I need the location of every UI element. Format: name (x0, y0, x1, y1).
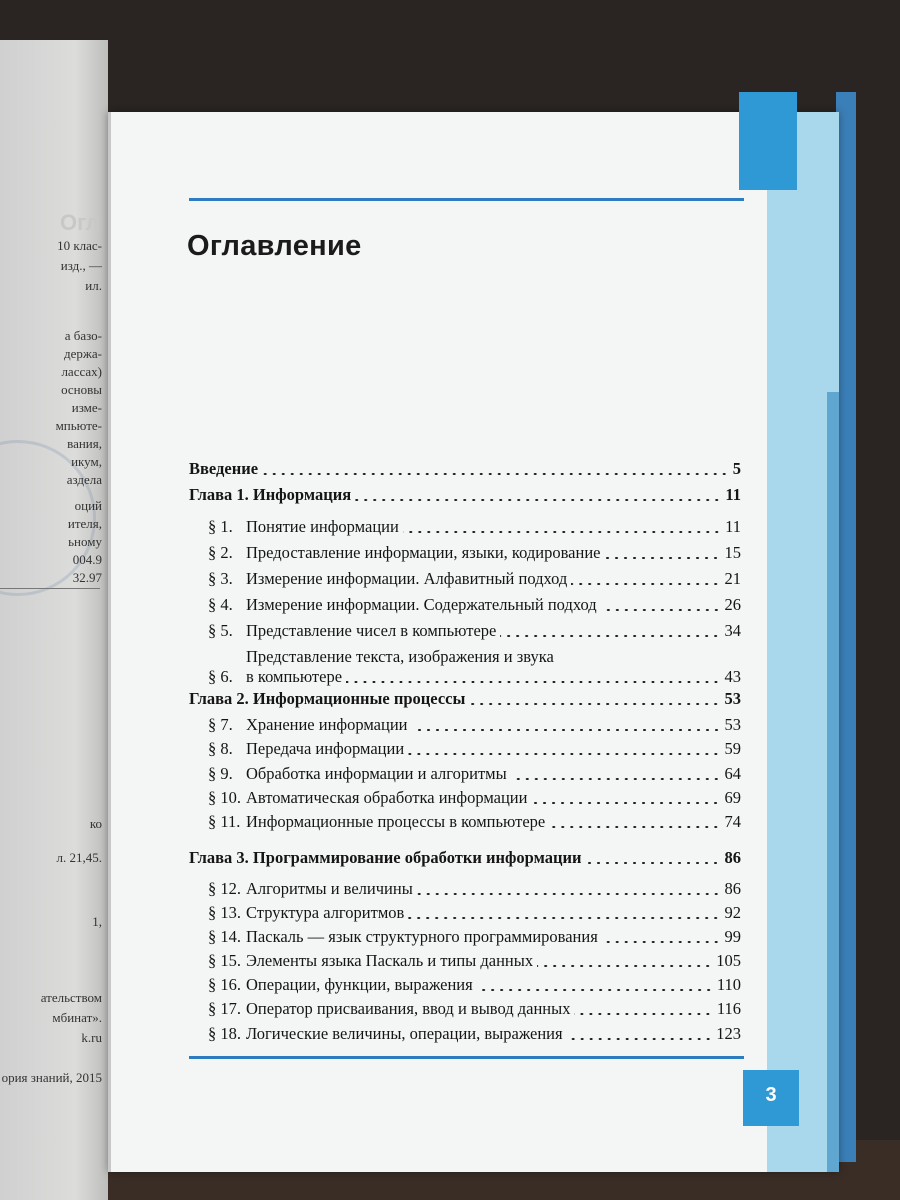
toc-leader-dots (346, 681, 720, 683)
toc-page-number: 123 (716, 1024, 741, 1043)
toc-leader-dots (403, 531, 721, 533)
left-page-text: л. 21,45. (56, 850, 102, 865)
toc-page-number: 86 (724, 879, 741, 898)
left-page-text: лассах) (61, 364, 102, 379)
left-page-text: ория знаний, 2015 (1, 1070, 102, 1085)
left-page-text: ил. (85, 278, 102, 293)
toc-chapter-entry (189, 846, 741, 868)
toc-leader-dots (567, 1038, 713, 1040)
toc-page-number: 116 (716, 999, 741, 1018)
toc-section-entry (208, 1022, 741, 1044)
left-page-text: мбинат». (52, 1010, 102, 1025)
toc-section-number: § 10. (208, 788, 241, 807)
toc-entry-title: Логические величины, операции, выражения (246, 1024, 563, 1043)
toc-leader-dots (412, 729, 721, 731)
toc-page-number: 11 (725, 517, 741, 536)
page-corner-block (739, 92, 797, 190)
toc-entry-title: Представление чисел в компьютере (246, 621, 497, 640)
toc-leader-dots (574, 1013, 712, 1015)
left-page-text: изд., — (60, 258, 102, 273)
toc-entry-title: Автоматическая обработка информации (246, 788, 528, 807)
toc-section-entry (208, 713, 741, 735)
toc-leader-dots (601, 609, 721, 611)
toc-entry-title: Глава 3. Программирование обработки информации (189, 848, 582, 867)
toc-page-number: 53 (724, 715, 741, 734)
toc-page-number: 69 (724, 788, 741, 807)
toc-section-number: § 4. (208, 595, 233, 614)
toc-leader-dots (571, 583, 720, 585)
left-page-divider (0, 588, 100, 589)
toc-page-number: 64 (724, 764, 741, 783)
page-side-band-accent (827, 392, 839, 1172)
toc-section-entry (208, 593, 741, 615)
toc-entry-title-continued: в компьютере (246, 667, 343, 686)
toc-section-entry (208, 973, 741, 995)
left-page-text: 1, (92, 914, 102, 929)
toc-section-entry (208, 810, 741, 832)
toc-leader-dots (537, 965, 712, 967)
left-page-text: держа- (64, 346, 102, 361)
toc-leader-dots (585, 862, 720, 864)
toc-section-number: § 5. (208, 621, 233, 640)
toc-page-number: 59 (724, 739, 741, 758)
toc-section-number: § 18. (208, 1024, 241, 1043)
toc-section-entry (208, 762, 741, 784)
toc-section-entry (208, 737, 741, 759)
footer-rule (189, 1056, 744, 1059)
left-page-text: мпьюте- (55, 418, 102, 433)
toc-section-number: § 3. (208, 569, 233, 588)
toc-entry-title: Введение (189, 459, 259, 478)
toc-entry-title: Паскаль — язык структурного программирования (246, 927, 598, 946)
left-page-text: икум, (71, 454, 102, 469)
toc-chapter-entry (189, 457, 741, 479)
left-page-text: 004.9 (72, 552, 102, 567)
toc-leader-dots (469, 703, 720, 705)
left-page-text: а базо- (64, 328, 102, 343)
toc-section-number: § 14. (208, 927, 241, 946)
toc-section-entry (208, 901, 741, 923)
toc-section-number: § 12. (208, 879, 241, 898)
toc-section-number: § 1. (208, 517, 233, 536)
right-page (108, 112, 839, 1172)
toc-page-number: 5 (732, 459, 741, 478)
toc-section-number: § 7. (208, 715, 233, 734)
toc-leader-dots (602, 941, 721, 943)
toc-leader-dots (604, 557, 720, 559)
left-page-text: оций (74, 498, 102, 513)
toc-section-number: § 8. (208, 739, 233, 758)
toc-section-number: § 13. (208, 903, 241, 922)
toc-entry-title: Понятие информации (246, 517, 399, 536)
toc-section-entry (208, 643, 741, 687)
toc-page-number: 105 (716, 951, 741, 970)
left-page-text: ьному (68, 534, 102, 549)
left-page-heading-fragment: Огл (60, 210, 100, 235)
page-number: 3 (765, 1084, 777, 1106)
toc-section-number: § 2. (208, 543, 233, 562)
left-page-text: ко (89, 816, 102, 831)
toc-entry-title: Элементы языка Паскаль и типы данных (246, 951, 534, 970)
toc-page-number: 99 (724, 927, 741, 946)
toc-page-number: 53 (724, 689, 741, 708)
header-rule (189, 198, 744, 201)
toc-section-entry (208, 877, 741, 899)
toc-section-entry (208, 925, 741, 947)
toc-leader-dots (417, 893, 721, 895)
toc-section-number: § 11. (208, 812, 241, 831)
toc-entry-title: Измерение информации. Содержательный подход (246, 595, 597, 614)
toc-leader-dots (549, 826, 720, 828)
left-page-text: ителя, (67, 516, 102, 531)
toc-entry-title: Предоставление информации, языки, кодирование (246, 543, 601, 562)
book-cover-edge (836, 92, 856, 1162)
toc-chapter-entry (189, 687, 741, 709)
toc-entry-title: Информационные процессы в компьютере (246, 812, 546, 831)
toc-entry-title: Глава 2. Информационные процессы (189, 689, 466, 708)
toc-section-entry (208, 515, 741, 537)
toc-entry-title: Операции, функции, выражения (246, 975, 473, 994)
left-page-text: изме- (71, 400, 102, 415)
toc-section-number: § 16. (208, 975, 241, 994)
toc-page-number: 86 (724, 848, 741, 867)
toc-section-entry (208, 786, 741, 808)
page-number-box (743, 1070, 799, 1126)
toc-leader-dots (477, 989, 713, 991)
toc-page-number: 15 (724, 543, 741, 562)
left-page-text: k.ru (81, 1030, 102, 1045)
toc-section-entry (208, 567, 741, 589)
toc-entry-title: Хранение информации (246, 715, 408, 734)
toc-entry-title: Передача информации (246, 739, 405, 758)
toc-page-number: 11 (725, 485, 741, 504)
toc-page-number: 26 (724, 595, 741, 614)
toc-page-number: 110 (716, 975, 741, 994)
toc-chapter-entry (189, 483, 741, 505)
toc-page-number: 74 (724, 812, 741, 831)
toc-page-number: 43 (724, 667, 741, 686)
toc-section-number: § 17. (208, 999, 241, 1018)
toc-section-number: § 15. (208, 951, 241, 970)
toc-section-entry (208, 997, 741, 1019)
toc-section-entry (208, 949, 741, 971)
toc-section-entry (208, 619, 741, 641)
left-page (0, 40, 108, 1200)
toc-entry-title: Представление текста, изображения и звука (246, 647, 554, 666)
toc-entry-title: Обработка информации и алгоритмы (246, 764, 507, 783)
toc-entry-title: Алгоритмы и величины (246, 879, 413, 898)
toc-entry-title: Оператор присваивания, ввод и вывод данных (246, 999, 571, 1018)
toc-section-number: § 9. (208, 764, 233, 783)
toc-entry-title: Глава 1. Информация (189, 485, 352, 504)
toc-leader-dots (511, 778, 721, 780)
left-page-text: основы (61, 382, 102, 397)
toc-leader-dots (355, 499, 721, 501)
toc-entry-title: Измерение информации. Алфавитный подход (246, 569, 568, 588)
left-page-text: 10 клас- (57, 238, 102, 253)
toc-section-number: § 6. (208, 667, 233, 686)
toc-page-number: 21 (724, 569, 741, 588)
page-title: Оглавление (187, 230, 362, 262)
toc-page-number: 34 (724, 621, 741, 640)
toc-entry-title: Структура алгоритмов (246, 903, 405, 922)
left-page-text: 32.97 (72, 570, 102, 585)
toc-page-number: 92 (724, 903, 741, 922)
toc-leader-dots (408, 917, 720, 919)
toc-section-entry (208, 541, 741, 563)
toc-leader-dots (408, 753, 720, 755)
toc-leader-dots (262, 473, 729, 475)
left-page-text: ательством (40, 990, 102, 1005)
left-page-text: аздела (66, 472, 102, 487)
toc-leader-dots (500, 635, 720, 637)
toc-leader-dots (531, 802, 720, 804)
left-page-text: вания, (67, 436, 102, 451)
